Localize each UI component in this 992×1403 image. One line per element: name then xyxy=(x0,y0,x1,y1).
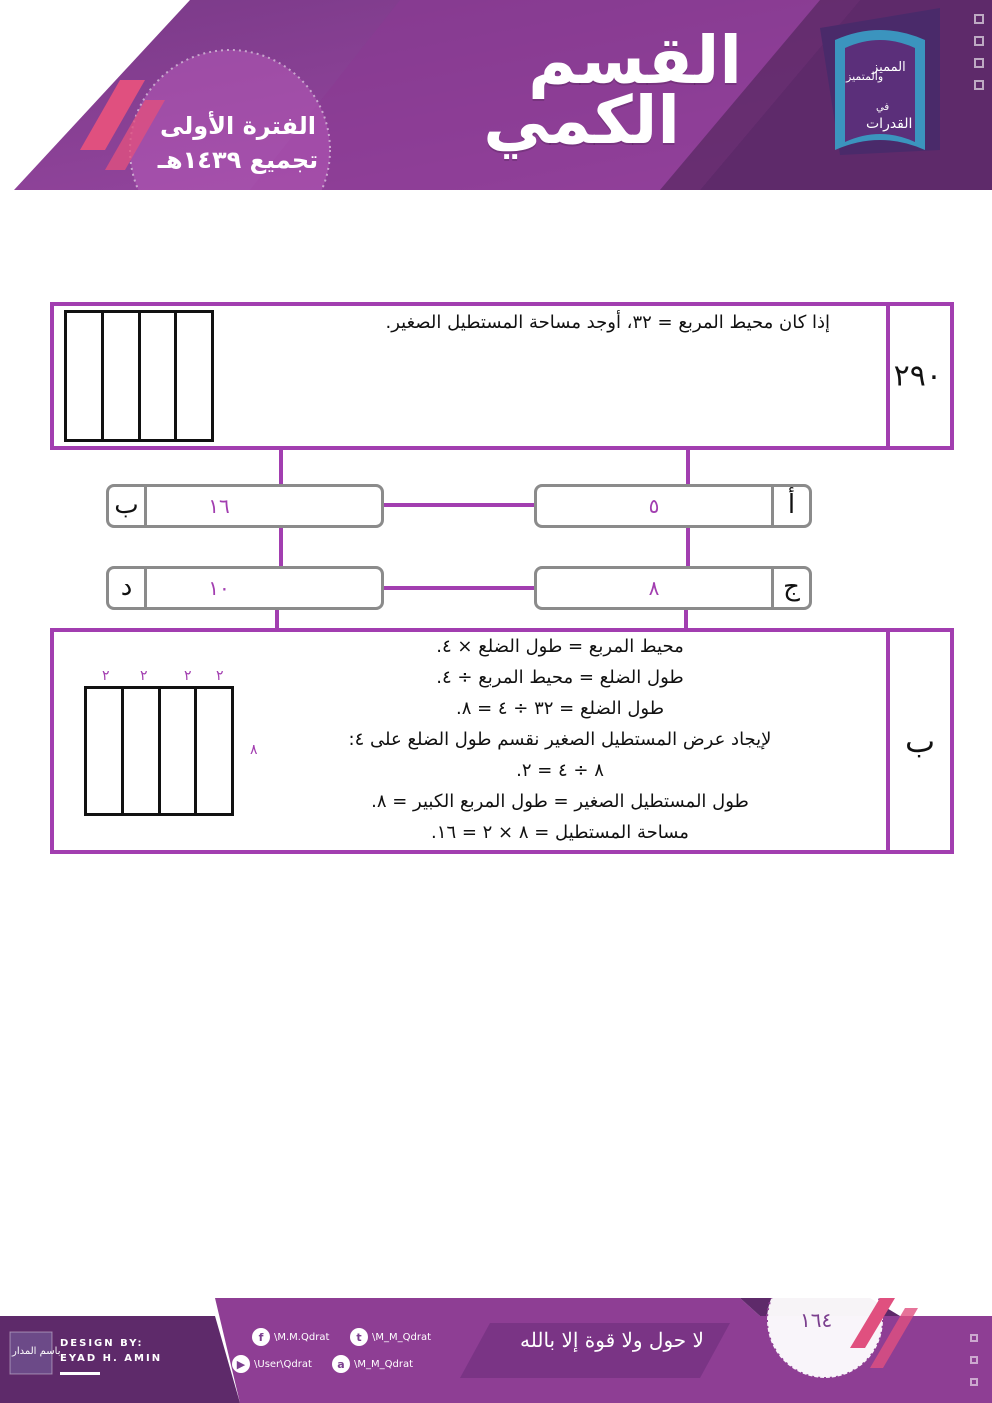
option-letter: أ xyxy=(771,487,809,525)
connector xyxy=(275,610,279,630)
answer-box xyxy=(50,628,954,854)
option-d[interactable] xyxy=(106,566,384,610)
option-letter: ج xyxy=(771,569,809,607)
solution-step: طول الضلع = ٣٢ ÷ ٤ = ٨. xyxy=(455,698,665,719)
connector xyxy=(279,450,283,484)
signature-logo: باسم المدار xyxy=(12,1346,61,1357)
option-value: ١٦ xyxy=(208,494,230,518)
option-c[interactable] xyxy=(534,566,812,610)
youtube-handle: \User\Qdrat xyxy=(254,1358,312,1370)
question-box xyxy=(50,302,954,450)
decor-square xyxy=(970,1334,978,1342)
connector xyxy=(686,528,690,568)
figure-width-label: ٢ xyxy=(102,668,110,684)
header-title-line1: القسم xyxy=(528,22,742,99)
design-by-label: DESIGN BY: xyxy=(60,1338,144,1349)
youtube-link[interactable] xyxy=(232,1355,312,1373)
figure-width-label: ٢ xyxy=(140,668,148,684)
solution-step: مساحة المستطيل = ٨ × ٢ = ١٦. xyxy=(431,822,689,843)
twitter-icon: t xyxy=(350,1328,368,1346)
option-value: ٨ xyxy=(648,576,660,600)
solution-step: محيط المربع = طول الضلع × ٤. xyxy=(436,636,684,657)
question-number-cell xyxy=(886,306,950,446)
ask-icon: a xyxy=(332,1355,350,1373)
connector xyxy=(384,586,534,590)
collection-label: تجميع ١٤٣٩هـ xyxy=(157,146,319,174)
solution-step: طول المستطيل الصغير = طول المربع الكبير = ٨. xyxy=(371,791,749,812)
answer-letter: ب xyxy=(904,722,936,760)
logo-text-3: في xyxy=(876,102,890,113)
logo-text-4: القدرات xyxy=(866,116,913,132)
period-label: الفترة الأولى xyxy=(159,112,317,140)
figure-width-label: ٢ xyxy=(216,668,224,684)
option-a[interactable] xyxy=(534,484,812,528)
page-number: ١٦٤ xyxy=(800,1308,833,1332)
question-text: إذا كان محيط المربع = ٣٢، أوجد مساحة المستطيل الصغير. xyxy=(385,312,830,333)
option-letter: ب xyxy=(109,487,147,525)
connector xyxy=(684,610,688,630)
connector xyxy=(279,528,283,568)
youtube-icon: ▶ xyxy=(232,1355,250,1373)
figure-length-label: ٨ xyxy=(250,742,258,758)
twitter-handle: \M_M_Qdrat xyxy=(372,1331,432,1343)
ask-handle: \M_M_Qdrat xyxy=(354,1358,414,1370)
solution-step: لإيجاد عرض المستطيل الصغير نقسم طول الضلع على ٤: xyxy=(348,729,772,750)
option-value: ٥ xyxy=(648,494,660,518)
page-header xyxy=(0,0,992,190)
logo-text-2: والمتميز xyxy=(846,70,884,83)
facebook-link[interactable] xyxy=(252,1328,329,1346)
solution-step: طول الضلع = محيط المربع ÷ ٤. xyxy=(436,667,684,688)
twitter-link[interactable] xyxy=(350,1328,431,1346)
option-b[interactable] xyxy=(106,484,384,528)
connector xyxy=(384,503,534,507)
designer-name: EYAD H. AMIN xyxy=(60,1353,163,1364)
solution-step: ٨ ÷ ٤ = ٢. xyxy=(516,760,604,781)
question-square-figure xyxy=(64,310,214,442)
facebook-icon: f xyxy=(252,1328,270,1346)
figure-width-label: ٢ xyxy=(184,668,192,684)
answer-square-figure xyxy=(84,686,234,816)
ask-link[interactable] xyxy=(332,1355,413,1373)
calligraphy-text: لا حول ولا قوة إلا بالله xyxy=(520,1328,704,1352)
option-letter: د xyxy=(109,569,147,607)
page-footer xyxy=(0,1298,992,1403)
header-title-line2: الكمي xyxy=(483,82,680,159)
decor-square xyxy=(970,1378,978,1386)
facebook-handle: \M.M.Qdrat xyxy=(274,1331,330,1343)
question-number: ٢٩٠ xyxy=(893,358,942,394)
decor-square xyxy=(970,1356,978,1364)
option-value: ١٠ xyxy=(208,576,230,600)
logo-text-1: المميز xyxy=(872,60,906,75)
connector xyxy=(686,450,690,484)
answer-letter-cell xyxy=(886,632,950,850)
